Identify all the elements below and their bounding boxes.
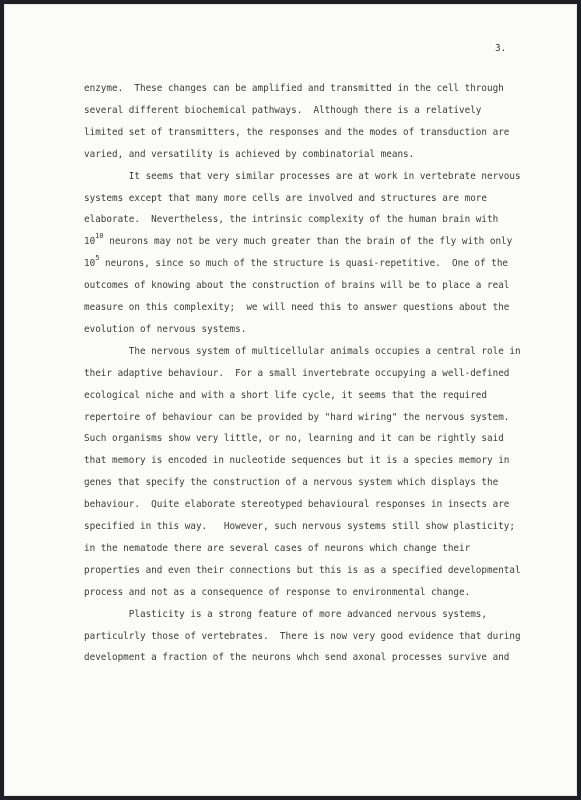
text-line: in the nematode there are several cases of neurons which change their bbox=[84, 542, 471, 554]
document-page bbox=[4, 4, 577, 796]
text-line: that memory is encoded in nucleotide sequences but it is a species memory in bbox=[84, 455, 510, 467]
text-line: development a fraction of the neurons whch send axonal processes survive and bbox=[84, 652, 510, 664]
text-line: repertoire of behaviour can be provided by "hard wiring" the nervous system. bbox=[84, 411, 510, 423]
page-number: 3. bbox=[495, 43, 507, 54]
text-line: enzyme. These changes can be amplified and transmitted in the cell through bbox=[84, 83, 504, 94]
exponent-base: 10 bbox=[84, 258, 96, 270]
text-line: It seems that very similar processes are at work in vertebrate nervous bbox=[84, 170, 521, 182]
text-line: ecological niche and with a short life cycle, it seems that the required bbox=[84, 389, 487, 401]
text-line: evolution of nervous systems. bbox=[84, 323, 247, 335]
text-line: outcomes of knowing about the construction of brains will be to place a real bbox=[84, 280, 510, 292]
text-line: Such organisms show very little, or no, learning and it can be rightly said bbox=[84, 433, 504, 445]
text-line: specified in this way. However, such nervous systems still show plasticity; bbox=[84, 521, 515, 532]
text-line: several different biochemical pathways. Although there is a relatively bbox=[84, 104, 482, 116]
line-text: neurons, since so much of the structure is quasi-repetitive. One of the bbox=[99, 258, 509, 270]
text-line: their adaptive behaviour. For a small invertebrate occupying a well-defined bbox=[84, 367, 510, 379]
exponent: 5 bbox=[95, 254, 100, 263]
text-line: elaborate. Nevertheless, the intrinsic complexity of the human brain with bbox=[84, 214, 499, 226]
text-line: particulrly those of vertebrates. There is now very good evidence that during bbox=[84, 630, 521, 642]
text-line bbox=[84, 254, 509, 270]
text-line: limited set of transmitters, the responses and the modes of transduction are bbox=[84, 126, 510, 138]
text-line: process and not as a consequence of response to environmental change. bbox=[84, 586, 471, 598]
text-line: properties and even their connections but this is as a specified developmental bbox=[84, 564, 521, 576]
text-line: measure on this complexity; we will need this to answer questions about the bbox=[84, 302, 510, 313]
text-line: genes that specify the construction of a nervous system which displays the bbox=[84, 477, 499, 489]
exponent-base: 10 bbox=[84, 236, 96, 248]
text-line: systems except that many more cells are involved and structures are more bbox=[84, 192, 487, 204]
text-line: behaviour. Quite elaborate stereotyped behavioural responses in insects are bbox=[84, 499, 510, 511]
text-line: The nervous system of multicellular animals occupies a central role in bbox=[84, 345, 521, 357]
line-text: neurons may not be very much greater than the brain of the fly with only bbox=[103, 236, 513, 248]
text-line bbox=[84, 232, 513, 248]
text-line: varied, and versatility is achieved by combinatorial means. bbox=[84, 148, 415, 160]
exponent: 10 bbox=[95, 232, 104, 241]
text-line: Plasticity is a strong feature of more advanced nervous systems, bbox=[84, 608, 487, 620]
